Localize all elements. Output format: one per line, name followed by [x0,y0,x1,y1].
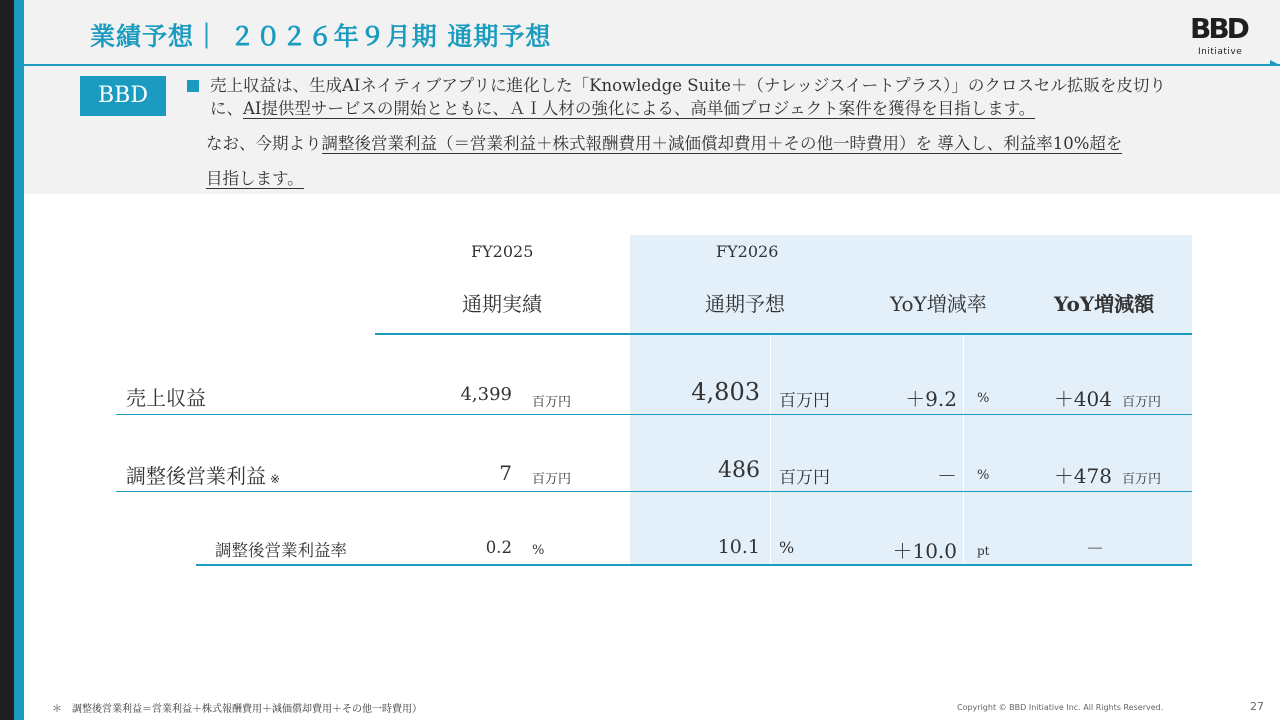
margin-actual-unit: % [532,543,545,558]
row-divider [116,414,1192,415]
revenue-yoy-amount-unit: 百万円 [1122,395,1162,410]
page-title: 業績予想｜ ２０２６年９月期 通期予想 [90,22,552,51]
col-header-yoy-rate: YoY増減率 [890,292,987,316]
margin-yoy-amount: － [1086,539,1104,560]
adjusted-op-yoy-rate-unit: % [977,468,990,483]
adjusted-op-forecast: 486 [718,458,760,483]
summary-line-3: なお、今期より調整後営業利益（＝営業利益＋株式報酬費用＋減価償却費用＋その他一時費用）を 導入し、利益率10%超を [206,134,1123,153]
summary-line-2-underlined: AI提供型サービスの開始とともに、ＡＩ人材の強化による、高単価プロジェクト案件を獲得を目指します。 [243,99,1036,118]
copyright: Copyright © BBD Initiative Inc. All Rights Reserved. [957,703,1164,712]
fy-forecast-label: FY2026 [716,242,779,261]
adjusted-op-actual: 7 [499,461,512,485]
revenue-yoy-rate-unit: % [977,391,990,406]
summary-line-4-underlined: 目指します。 [206,169,304,188]
row-label-revenue: 売上収益 [126,386,206,410]
margin-yoy-rate-unit: pt [977,544,990,558]
header-rule [375,333,1192,335]
margin-actual: 0.2 [485,538,512,557]
row-label-adjusted-op: 調整後営業利益 ※ [126,464,281,488]
adjusted-op-yoy-amount: ＋478 [1053,464,1112,488]
adjusted-op-forecast-unit: 百万円 [779,468,830,488]
fy-actual-label: FY2025 [471,242,534,261]
row-label-adjusted-op-margin: 調整後営業利益率 [215,541,347,560]
revenue-yoy-amount: ＋404 [1053,387,1112,411]
page-number: 27 [1250,700,1264,713]
band-divider [770,335,771,565]
revenue-actual: 4,399 [460,384,512,405]
company-logo [1188,12,1248,62]
summary-line-3-underlined: 調整後営業利益（＝営業利益＋株式報酬費用＋減価償却費用＋その他一時費用）を 導入し、利益率10%超を [321,134,1123,153]
logo-wordmark: BBD [1190,12,1247,45]
summary-line-2: に、AI提供型サービスの開始とともに、ＡＩ人材の強化による、高単価プロジェクト案件を獲得を目指します。 [210,99,1036,118]
note-mark: ※ [270,472,281,486]
adjusted-op-yoy-amount-unit: 百万円 [1122,472,1162,487]
band-divider [963,335,964,565]
col-header-actual: 通期実績 [462,292,542,316]
revenue-actual-unit: 百万円 [532,395,572,410]
margin-forecast: 10.1 [717,536,760,558]
left-accent-bar [14,0,24,720]
row-divider [116,491,1192,492]
summary-line-1: 売上収益は、生成AIネイティブアプリに進化した「Knowledge Suite＋（ナレッジスイートプラス）」のクロスセル拡販を皮切り [210,76,1166,95]
col-header-forecast: 通期予想 [705,292,785,316]
adjusted-op-yoy-rate: － [937,464,957,488]
summary-line-4 [206,167,304,191]
revenue-forecast-unit: 百万円 [779,391,830,411]
table-bottom-rule [196,564,1192,566]
bullet-square-icon [187,80,199,92]
footnote: ＊ 調整後営業利益＝営業利益＋株式報酬費用＋減価償却費用＋その他一時費用） [52,704,422,715]
col-header-yoy-amount: YoY増減額 [1054,292,1155,316]
margin-forecast-unit: % [779,538,795,557]
revenue-forecast: 4,803 [691,378,760,406]
adjusted-op-actual-unit: 百万円 [532,472,572,487]
logo-subtitle: Initiative [1198,47,1243,57]
margin-yoy-rate: ＋10.0 [892,539,957,563]
revenue-yoy-rate: ＋9.2 [905,387,957,411]
company-badge: BBD [80,76,166,116]
